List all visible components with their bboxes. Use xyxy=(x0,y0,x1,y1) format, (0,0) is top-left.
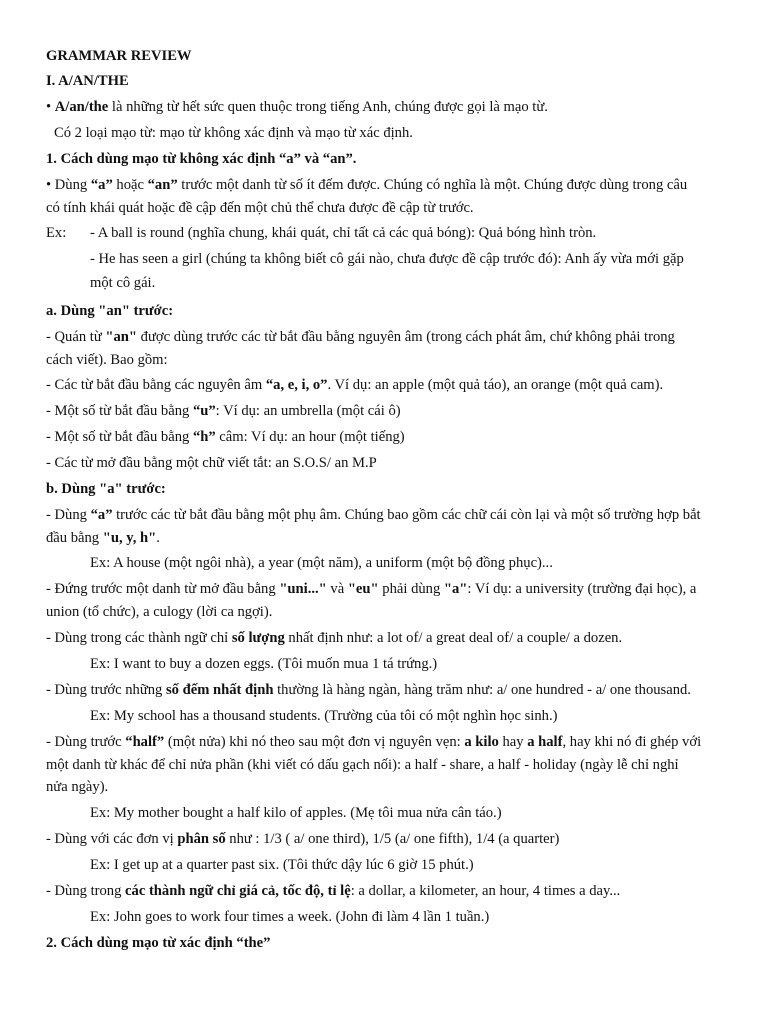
rule-line: - Quán từ "an" được dùng trước các từ bắt đầu bằng nguyên âm (trong cách phát âm, chứ không phải trong xyxy=(46,329,675,345)
rule-line-continued: nửa ngày). xyxy=(46,779,109,795)
document-title: GRAMMAR REVIEW xyxy=(46,48,192,64)
rule-line: - Một số từ bắt đầu bằng “h” câm: Ví dụ: an hour (một tiếng) xyxy=(46,429,405,445)
paragraph: • Dùng “a” hoặc “an” trước một danh từ số ít đếm được. Chúng có nghĩa là một. Chúng được dùng trong câu xyxy=(46,177,688,193)
subsection-heading-a: b. Dùng "a" trước: xyxy=(46,481,166,497)
example-line: Ex: I get up at a quarter past six. (Tôi thức dậy lúc 6 giờ 15 phút.) xyxy=(90,857,474,873)
subsection-heading: 2. Cách dùng mạo từ xác định “the” xyxy=(46,935,271,951)
subsection-heading: 1. Cách dùng mạo từ không xác định “a” và “an”. xyxy=(46,151,357,167)
rule-line: - Các từ bắt đầu bằng các nguyên âm “a, e, i, o”. Ví dụ: an apple (một quả táo), an orange (một quả cam). xyxy=(46,377,664,393)
example-line: Ex: My mother bought a half kilo of apples. (Mẹ tôi mua nửa cân táo.) xyxy=(90,805,502,821)
rule-line: - Dùng “a” trước các từ bắt đầu bằng một phụ âm. Chúng bao gồm các chữ cái còn lại và một số trường hợp bắt xyxy=(46,507,701,523)
rule-line: - Dùng trong các thành ngữ chỉ số lượng nhất định như: a lot of/ a great deal of/ a couple/ a dozen. xyxy=(46,630,623,646)
rule-line-continued: cách viết). Bao gồm: xyxy=(46,352,168,368)
rule-line-continued: union (tổ chức), a culogy (lời ca ngợi). xyxy=(46,604,273,620)
example-label: Ex: xyxy=(46,225,67,241)
example-line: Ex: A house (một ngôi nhà), a year (một năm), a uniform (một bộ đồng phục)... xyxy=(90,555,553,571)
rule-line: - Các từ mở đầu bằng một chữ viết tắt: an S.O.S/ an M.P xyxy=(46,455,377,471)
intro-paragraph-2: Có 2 loại mạo từ: mạo từ không xác định và mạo từ xác định. xyxy=(54,125,413,141)
example-line-continued: một cô gái. xyxy=(90,275,156,291)
section-heading: I. A/AN/THE xyxy=(46,73,129,89)
rule-line: - Dùng trước những số đếm nhất định thường là hàng ngàn, hàng trăm như: a/ one hundred - a/ one thousand. xyxy=(46,682,691,698)
rule-line-continued: đầu bằng "u, y, h". xyxy=(46,530,160,546)
paragraph-continued: có tính khái quát hoặc đề cập đến một chủ thể chưa được đề cập từ trước. xyxy=(46,200,474,216)
rule-line: - Dùng với các đơn vị phân số như : 1/3 ( a/ one third), 1/5 (a/ one fifth), 1/4 (a quarter) xyxy=(46,831,560,847)
rule-line: - Một số từ bắt đầu bằng “u”: Ví dụ: an umbrella (một cái ô) xyxy=(46,403,401,419)
example-line: Ex: My school has a thousand students. (Trường của tôi có một nghìn học sinh.) xyxy=(90,708,558,724)
example-line: - He has seen a girl (chúng ta không biết cô gái nào, chưa được đề cập trước đó): Anh ấy vừa mới gặp xyxy=(90,251,684,267)
example-line: Ex: I want to buy a dozen eggs. (Tôi muốn mua 1 tá trứng.) xyxy=(90,656,438,672)
rule-line: - Dùng trong các thành ngữ chỉ giá cả, tốc độ, tỉ lệ: a dollar, a kilometer, an hour, 4 times a day... xyxy=(46,883,621,899)
subsection-heading-an: a. Dùng "an" trước: xyxy=(46,303,174,319)
example-line: Ex: John goes to work four times a week. (John đi làm 4 lần 1 tuần.) xyxy=(90,909,490,925)
rule-line: - Dùng trước “half” (một nửa) khi nó theo sau một đơn vị nguyên vẹn: a kilo hay a half, hay khi nó đi ghép với xyxy=(46,734,702,750)
rule-line: - Đứng trước một danh từ mở đầu bằng "uni..." và "eu" phải dùng "a": Ví dụ: a university (trường đại học), a xyxy=(46,581,697,597)
rule-line-continued: một danh từ khác để chỉ nửa phần (khi viết có dấu gạch nối): a half - share, a half - holiday (ngày lễ chỉ nghỉ xyxy=(46,757,679,773)
intro-paragraph: • A/an/the là những từ hết sức quen thuộc trong tiếng Anh, chúng được gọi là mạo từ. xyxy=(46,99,548,115)
example-line: - A ball is round (nghĩa chung, khái quát, chỉ tất cả các quả bóng): Quả bóng hình tròn. xyxy=(90,225,597,241)
